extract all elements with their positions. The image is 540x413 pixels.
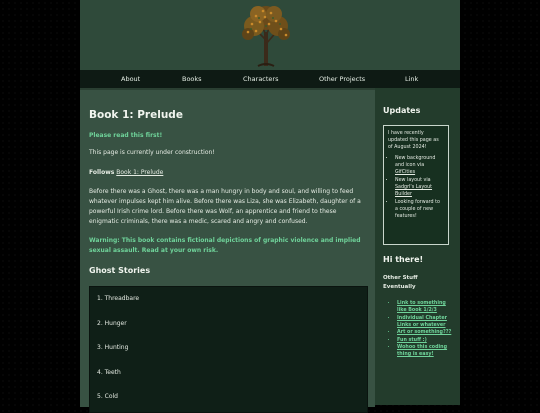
story-item-cold[interactable]: 5. Cold [97, 393, 118, 400]
update-text: Looking forward to a couple of new features! [395, 200, 440, 219]
ghost-stories-heading: Ghost Stories [89, 266, 151, 275]
page-layout [80, 0, 460, 405]
main-content [80, 88, 375, 407]
tree-logo-icon [236, 2, 296, 68]
other-item [397, 300, 457, 314]
other-item-link[interactable]: Individual Chapter Links or whatever [397, 315, 447, 328]
other-item-link[interactable]: Fun stuff :) [397, 337, 427, 343]
header-banner [80, 0, 460, 70]
updates-text: I have recently updated this page as of August 2024! [388, 131, 439, 150]
sidebar [375, 88, 460, 405]
other-stuff-heading: Other Stuff Eventually [383, 275, 418, 290]
other-item [397, 315, 457, 329]
story-item-threadbare[interactable]: 1. Threadbare [97, 295, 140, 302]
other-item-link[interactable]: Art or something??? [397, 330, 452, 335]
nav-other-projects-link[interactable]: Other Projects [319, 75, 366, 83]
other-stuff-list [391, 300, 457, 359]
hi-there-heading: Hi there! [383, 255, 424, 264]
intro-paragraph: Before there was a Ghost, there was a man hungry in body and soul, and willing to feed whatever impulses kept him alive. Before there was Liza, she was Elizabeth, daughter of a powerful Irish crime lord. Before there was Wolf, an apprentice and friend to these enigmatic criminals, there was a medic, scared and angry and confused. [89, 188, 361, 225]
other-item-link[interactable]: Link to something like Book 1/2/3 [397, 301, 446, 313]
layout-builder-link[interactable]: Sadgrl's Layout Builder [395, 185, 433, 197]
story-item-hunger[interactable]: 2. Hunger [97, 320, 127, 327]
update-text: New background and icon via [395, 156, 436, 168]
follows-label: Follows [89, 169, 115, 176]
other-item [397, 329, 457, 336]
update-text: New layout via [395, 178, 431, 183]
page-title: Book 1: Prelude [89, 109, 183, 121]
follows-book-link[interactable]: Book 1: Prelude [116, 169, 164, 176]
ghost-stories-list [89, 286, 368, 413]
read-first-notice: Please read this first! [89, 132, 163, 139]
other-item [397, 337, 457, 344]
update-item [395, 155, 444, 176]
nav-characters-link[interactable]: Characters [243, 75, 279, 83]
other-item-link[interactable]: Wohoo this coding thing is easy! [397, 345, 448, 357]
updates-list [388, 155, 444, 220]
updates-heading: Updates [383, 106, 421, 115]
update-item [395, 199, 444, 220]
construction-notice: This page is currently under construction! [89, 149, 215, 156]
nav-about-link[interactable]: About [121, 75, 141, 83]
content-warning: Warning: This book contains fictional depictions of graphic violence and implied sexual assault. Read at your own risk. [89, 237, 361, 254]
nav-books-link[interactable]: Books [182, 75, 202, 83]
nav-link-link[interactable]: Link [405, 75, 419, 83]
nav-bar [80, 70, 460, 88]
story-item-hunting[interactable]: 3. Hunting [97, 344, 129, 351]
updates-box [383, 125, 449, 245]
follows-line [89, 168, 364, 178]
gifcities-link[interactable]: GifCities [395, 170, 416, 175]
other-item [397, 344, 457, 358]
story-item-teeth[interactable]: 4. Teeth [97, 369, 121, 376]
update-item [395, 177, 444, 198]
